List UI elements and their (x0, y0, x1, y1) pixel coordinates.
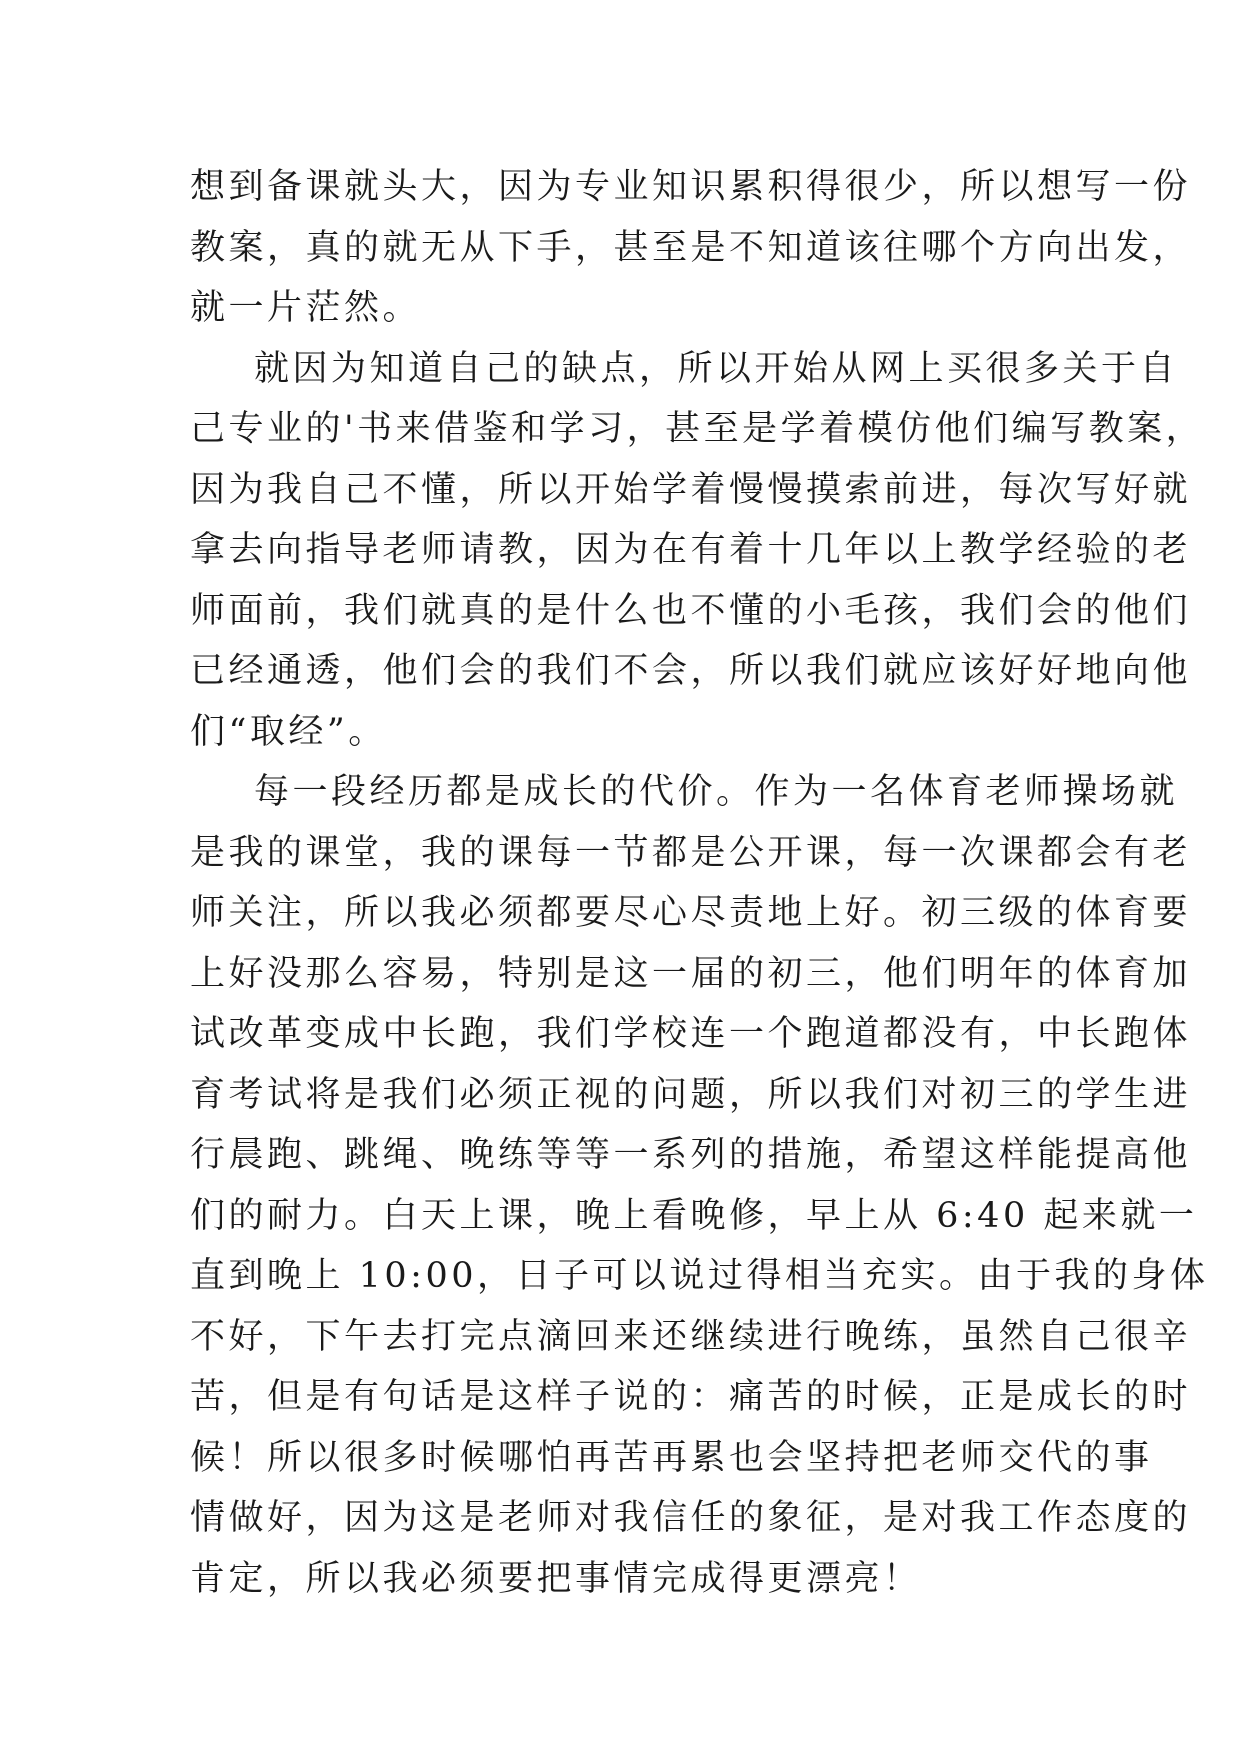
text-line: 师面前，我们就真的是什么也不懂的小毛孩，我们会的他们 (190, 590, 1192, 631)
text-line: 是我的课堂，我的课每一节都是公开课，每一次课都会有老 (190, 832, 1192, 873)
text-line: 情做好，因为这是老师对我信任的象征，是对我工作态度的 (190, 1498, 1192, 1538)
text-line: 己专业的'书来借鉴和学习，甚至是学着模仿他们编写教案， (190, 409, 1205, 449)
document-body (190, 157, 1209, 1609)
text-line: 拿去向指导老师请教，因为在有着十几年以上教学经验的老 (190, 530, 1192, 570)
text-line: 想到备课就头大，因为专业知识累积得很少，所以想写一份 (190, 167, 1192, 207)
text-line: 育考试将是我们必须正视的问题，所以我们对初三的学生进 (190, 1074, 1192, 1115)
text-line: 因为我自己不懂，所以开始学着慢慢摸索前进，每次写好就 (190, 469, 1192, 510)
text-line: 们“取经”。 (190, 711, 387, 752)
text-line: 就因为知道自己的缺点，所以开始从网上买很多关于自 (254, 348, 1179, 389)
text-line: 不好，下午去打完点滴回来还继续进行晚练，虽然自己很辛 (190, 1316, 1192, 1357)
text-line: 候！所以很多时候哪怕再苦再累也会坚持把老师交代的事 (190, 1437, 1153, 1478)
text-line: 直到晚上 10:00，日子可以说过得相当充实。由于我的身体 (190, 1256, 1209, 1296)
text-line: 教案，真的就无从下手，甚至是不知道该往哪个方向出发， (190, 227, 1192, 268)
text-line: 上好没那么容易，特别是这一届的初三，他们明年的体育加 (190, 953, 1192, 994)
text-line: 行晨跑、跳绳、晚练等等一系列的措施，希望这样能提高他 (190, 1135, 1192, 1175)
text-line: 苦，但是有句话是这样子说的：痛苦的时候，正是成长的时 (190, 1377, 1192, 1417)
text-line: 试改革变成中长跑，我们学校连一个跑道都没有，中长跑体 (190, 1014, 1192, 1054)
text-line: 肯定，所以我必须要把事情完成得更漂亮！ (190, 1558, 922, 1599)
text-line: 师关注，所以我必须都要尽心尽责地上好。初三级的体育要 (190, 893, 1192, 933)
text-line: 就一片茫然。 (190, 288, 422, 328)
text-line: 们的耐力。白天上课，晚上看晚修，早上从 6:40 起来就一 (190, 1195, 1198, 1236)
text-line: 每一段经历都是成长的代价。作为一名体育老师操场就 (254, 772, 1179, 812)
text-line: 已经通透，他们会的我们不会，所以我们就应该好好地向他 (190, 651, 1192, 691)
